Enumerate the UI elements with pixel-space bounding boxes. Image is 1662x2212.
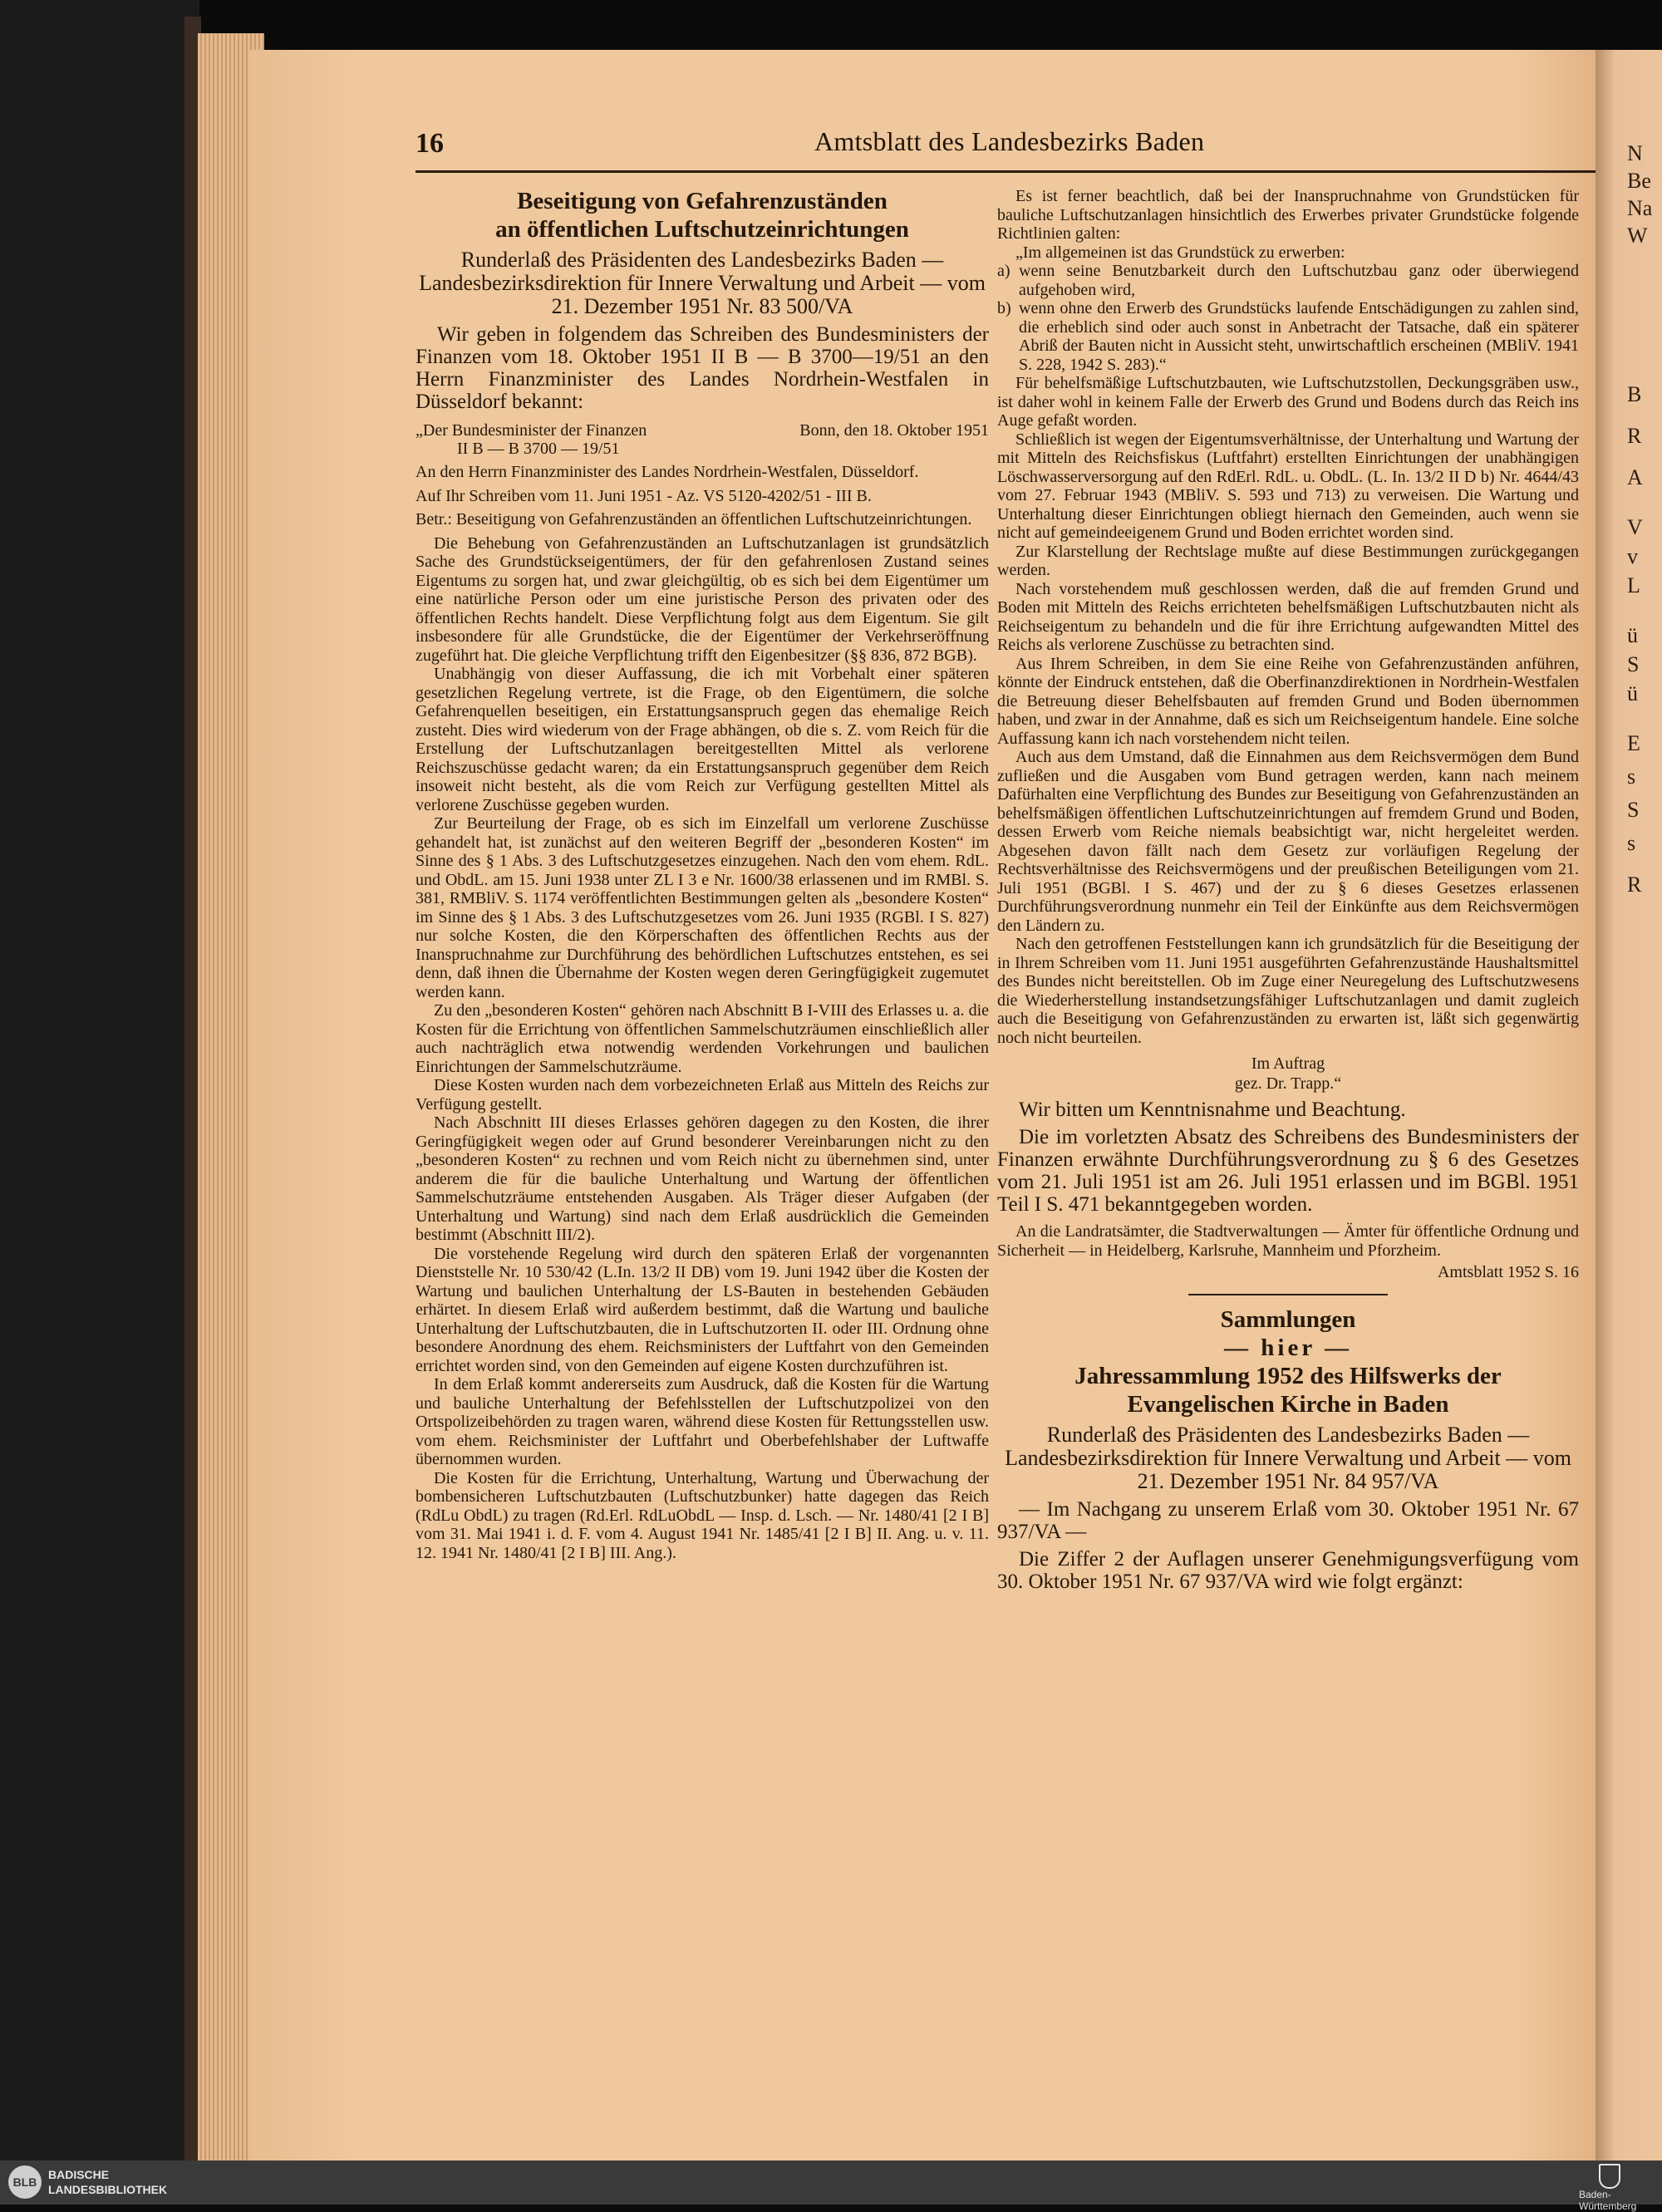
decree-line: Runderlaß des Präsidenten des Landesbezirks Baden — Landesbezirksdirektion für Innere Verwaltung und Arbeit — vom 21. Dezember 1951 Nr. 83 500/VA <box>419 248 986 318</box>
right-column <box>997 187 1579 1598</box>
adjacent-page-fragment: A <box>1627 465 1643 489</box>
book-spine <box>0 0 199 2160</box>
paragraph: Nach den getroffenen Feststellungen kann ich grundsätzlich für die Beseitigung der in Ihrem Schreiben vom 11. Juni 1951 ausgeführten Gefahrenzustände Haushaltsmittel des Bundes nicht bereitstellen. Ob im Zuge einer Neuregelung des Luftschutzwesens die Wiederherstellung instandsetzungsfähiger Luftschutzanlagen und damit zugleich auch die Beseitigung von Gefahrenzuständen zu erwarten ist, läßt sich gegenwärtig noch nicht beurteilen. <box>997 935 1579 1047</box>
paragraph: Die Behebung von Gefahrenzuständen an Luftschutzanlagen ist grundsätzlich Sache des Grundstückseigentümers, der für den gefahrenlosen Zustand seines Eigentums zu sorgen hat, und zwar gleichgültig, ob es sich bei dem Eigentümer um eine natürliche Person oder um eine juristische Person des privaten oder des öffentlichen Rechts handelt. Diese Verpflichtung folgt aus dem Eigentum. Sie gilt insbesondere für alle Grundstücke, die der Eigentümer der Verkehrseröffnung zugeführt hat. Die gleiche Verpflichtung trifft den Eigenbesitzer (§§ 836, 872 BGB). <box>416 533 989 665</box>
left-column <box>416 187 989 1562</box>
letter-date: Bonn, den 18. Oktober 1951 <box>799 421 989 440</box>
section-divider <box>1188 1294 1388 1295</box>
paragraph: Zur Klarstellung der Rechtslage mußte auf diese Bestimmungen zurückgegangen werden. <box>997 542 1579 579</box>
adjacent-page-fragment: E <box>1627 731 1640 755</box>
list-item <box>997 299 1579 374</box>
library-name-line: BADISCHE <box>48 2168 110 2181</box>
criteria-list <box>997 262 1579 374</box>
list-marker: b) <box>997 299 1011 317</box>
adjacent-page-fragment: R <box>1627 424 1642 448</box>
reference-note: Amtsblatt 1952 S. 16 <box>1437 1263 1579 1281</box>
paragraph: Zu den „besonderen Kosten“ gehören nach Abschnitt B I-VIII des Erlasses u. a. die Kosten für die Errichtung von öffentlichen Sammelschutzräumen einschließlich aller auch nachträglich etwa notwendig werdenden Vorkehrungen und baulichen Einrichtungen der Sammelschutzräume. <box>416 1001 989 1076</box>
adjacent-page-fragment: S <box>1627 652 1640 676</box>
page-header <box>416 125 1612 175</box>
paragraph: Schließlich ist wegen der Eigentumsverhältnisse, der Unterhaltung und Wartung der mit Mitteln des Reichsfiskus (Luftfahrt) erstellten Einrichtungen der unabhängigen Löschwasserversorgung auf den RdErl. RdL. u. ObdL. (L. In. 13/2 II D b) Nr. 4644/43 vom 27. Februar 1943 (MBliV. S. 593 und 713) zu verweisen. Die Wartung und Unterhaltung dieser Einrichtungen obliegt hiernach den Gemeinden, auch wenn sie nicht auf gemeindeeigenem Grund und Boden errichtet worden sind. <box>997 430 1579 542</box>
signature-line: Im Auftrag <box>1251 1054 1325 1073</box>
paragraph: Aus Ihrem Schreiben, in dem Sie eine Reihe von Gefahrenzuständen anführen, könnte der Eindruck entstehen, daß die Oberfinanzdirektionen in Nordrhein-Westfalen die Betreuung dieser Behelfsbauten auf fremden Grund und Boden übernommen haben, und zwar in der Annahme, daß es sich um Reichseigentum handele. Eine solche Auffassung kann ich nach vorstehendem nicht teilen. <box>997 654 1579 748</box>
paragraph: Es ist ferner beachtlich, daß bei der Inanspruchnahme von Grundstücken für bauliche Luftschutzanlagen hinsichtlich des Erwerbes privater Grundstücke folgende Richtlinien galten: <box>997 187 1579 243</box>
decree-line: Runderlaß des Präsidenten des Landesbezirks Baden — Landesbezirksdirektion für Innere Verwaltung und Arbeit — vom 21. Dezember 1951 Nr. 84 957/VA <box>1005 1423 1571 1493</box>
adjacent-page-fragment: Be <box>1627 169 1651 193</box>
blb-logo[interactable]: BLB <box>8 2165 42 2199</box>
paragraph: Zur Beurteilung der Frage, ob es sich im Einzelfall um verlorene Zuschüsse gehandelt hat, ist zunächst auf den weiteren Begriff der „besonderen Kosten“ im Sinne des § 1 Abs. 3 des Luftschutzgesetzes einzugehen. Nach den vom ehem. RdL. und ObdL. am 15. Juni 1938 unter ZL I 3 e Nr. 1600/38 erlassenen und im RMBl. S. 381, RMBliV. S. 1174 veröffentlichten Bestimmungen gelten als „besondere Kosten“ im Sinne des § 1 Abs. 3 des Luftschutzgesetzes vom 26. Juni 1935 (RGBl. I S. 827) nur solche Kosten, die den Körperschaften des öffentlichen Rechts aus der Inanspruchnahme zur Durchführung des behördlichen Luftschutzes entstehen, es sei denn, daß ihnen die Übernahme der Kosten wegen deren Geringfügigkeit zugemutet werden kann. <box>416 814 989 1001</box>
library-name[interactable] <box>48 2167 167 2197</box>
article-title-line: an öffentlichen Luftschutzeinrichtungen <box>495 216 909 243</box>
paragraph: Unabhängig von dieser Auffassung, die ich mit Vorbehalt einer späteren gesetzlichen Regelung vertrete, ist die Frage, ob den Eigentümern, die solche Gefahrenquellen beseitigen, ein Erstattungsanspruch gegen das ehemalige Reich zusteht. Dies wird wiederum von der Frage abhängen, ob die s. Z. vom Reich für die Erstellung der Luftschutzanlagen bereitgestellten Mittel als verlorene Reichszuschüsse gedacht waren; da ein Erstattungsanspruch gegenüber dem Reich insoweit nicht besteht, als die vom Reich zur Verfügung gestellten Mittel als verlorene Zuschüsse gegeben wurden. <box>416 665 989 814</box>
list-marker: a) <box>997 262 1010 280</box>
paragraph: Auch aus dem Umstand, daß die Einnahmen aus dem Reichsvermögen dem Bund zufließen und die Ausgaben vom Bund getragen werden, kann nach meinem Dafürhalten eine Verpflichtung des Bundes zur Beseitigung von Gefahrenzuständen an behelfsmäßigen öffentlichen Luftschutzeinrichtungen auf fremdem Grund und Boden, dessen Erwerb vom Reiche niemals beabsichtigt war, nicht hergeleitet werden. Abgesehen davon fällt nach dem Gesetz zur vorläufigen Regelung der Rechtsverhältnisse des Reichsvermögens und der preußischen Beteiligungen vom 21. Juli 1951 (BGBl. I S. 467) und der zu § 6 dieses Gesetzes erlassenen Durchführungsverordnung nunmehr ein Teil der Einkünfte aus dem Reichsvermögen den Ländern zu. <box>997 748 1579 935</box>
letter-recipient: An den Herrn Finanzminister des Landes Nordrhein-Westfalen, Düsseldorf. <box>416 463 919 481</box>
library-name-line: LANDESBIBLIOTHEK <box>48 2183 168 2196</box>
quote-intro: „Im allgemeinen ist das Grundstück zu erwerben: <box>1015 243 1345 262</box>
signature-name: gez. Dr. Trapp.“ <box>1234 1074 1342 1093</box>
closing-paragraph: Die im vorletzten Absatz des Schreibens des Bundesministers der Finanzen erwähnte Durchführungsverordnung zu § 6 des Gesetzes vom 21. Juli 1951 ist am 26. Juli 1951 erlassen und im BGBl. 1951 Teil I S. 471 bekanntgegeben worden. <box>997 1126 1579 1216</box>
adjacent-page <box>1596 50 1662 2160</box>
letter-reply-ref: Auf Ihr Schreiben vom 11. Juni 1951 - Az. VS 5120-4202/51 - III B. <box>416 486 872 505</box>
adjacent-page-fragment: s <box>1627 831 1636 855</box>
section-title <box>997 1305 1579 1418</box>
paragraph: Die Ziffer 2 der Auflagen unserer Genehmigungsverfügung vom 30. Oktober 1951 Nr. 67 937/VA wird wie folgt ergänzt: <box>997 1548 1579 1593</box>
adjacent-page-fragment: v <box>1627 544 1638 568</box>
adjacent-page-fragment: S <box>1627 798 1640 822</box>
adjacent-page-fragment: ü <box>1627 623 1638 647</box>
header-rule <box>416 170 1596 173</box>
paragraph: — Im Nachgang zu unserem Erlaß vom 30. Oktober 1951 Nr. 67 937/VA — <box>997 1498 1579 1543</box>
adjacent-page-fragment: R <box>1627 873 1642 897</box>
adjacent-page-fragment: Na <box>1627 196 1653 220</box>
paragraph: Die vorstehende Regelung wird durch den späteren Erlaß der vorgenannten Dienststelle Nr. 10 530/42 (L.In. 13/2 II DB) vom 19. Juni 1942 über die Kosten der Wartung und baulichen Unterhaltung der LS-Bauten in bestehenden Gebäuden erhärtet. In diesem Erlaß wird außerdem bestimmt, daß die Wartung und bauliche Unterhaltung der Luftschutzbauten, die in Luftschutzorten II. oder III. Ordnung ohne besondere Anordnung des ehem. Reichsministers der Luftfahrt von den Gemeinden errichtet worden sind, von den Gemeinden auf eigene Kosten durchzuführen ist. <box>416 1244 989 1375</box>
page-number: 16 <box>416 128 444 159</box>
adjacent-page-fragment: s <box>1627 764 1636 789</box>
list-text: wenn ohne den Erwerb des Grundstücks laufende Entschädigungen zu zahlen sind, die erheblich sind oder auch sonst in Anbetracht der Tatsache, daß ein späterer Abriß der Bauten nicht in Aussicht steht, unwirtschaftlich erscheinen (MBliV. 1941 S. 228, 1942 S. 283).“ <box>1019 299 1579 374</box>
adjacent-page-fragment: W <box>1627 224 1648 248</box>
adjacent-page-fragment: L <box>1627 573 1640 597</box>
running-title: Amtsblatt des Landesbezirks Baden <box>814 126 1205 156</box>
closing-paragraph: Wir bitten um Kenntnisnahme und Beachtung. <box>1019 1099 1406 1121</box>
paragraph: Nach vorstehendem muß geschlossen werden, daß die auf fremden Grund und Boden mit Mitteln des Reichs errichteten behelfsmäßigen Luftschutzbauten nicht als Reichseigentum zu behandeln und die für ihre Errichtung aufgewandten Mittel des Reichs als verlorene Zuschüsse zu betrachten sind. <box>997 579 1579 654</box>
list-item <box>997 262 1579 299</box>
letter-body-continued <box>997 374 1579 1047</box>
article-title <box>416 187 989 243</box>
footer-bar <box>0 2160 1662 2212</box>
paragraph: Nach Abschnitt III dieses Erlasses gehören dagegen zu den Kosten, die ihrer Geringfügigkeit wegen oder auf Grund besonderer Vereinbarungen nicht zu den „besonderen Kosten“ zu rechnen und vom Reich nicht zu übernehmen sind, unter anderem die für die bauliche Unterhaltung und Wartung der öffentlichen Sammelschutzräume entstehenden Ausgaben. Als Träger dieser Aufgaben (der Unterhaltung und Wartung) sind nach dem Erlaß ausdrücklich die Gemeinden bestimmt (Abschnitt III/2). <box>416 1113 989 1244</box>
paragraph: Diese Kosten wurden nach dem vorbezeichneten Erlaß aus Mitteln des Reichs zur Verfügung gestellt. <box>416 1076 989 1113</box>
paragraph: Für behelfsmäßige Luftschutzbauten, wie Luftschutzstollen, Deckungsgräben usw., ist daher wohl in keinem Falle der Erwerb des Grund und Bodens durch das Reich ins Auge gefaßt worden. <box>997 374 1579 430</box>
adjacent-page-fragment: ü <box>1627 681 1638 705</box>
letter-head <box>416 421 989 458</box>
section-title-line: Jahressammlung 1952 des Hilfswerks der <box>1074 1363 1502 1389</box>
letter-body <box>416 534 989 1563</box>
list-text: wenn seine Benutzbarkeit durch den Luftschutzbau ganz oder überwiegend aufgehoben wird, <box>1019 262 1579 299</box>
article-title-line: Beseitigung von Gefahrenzuständen <box>517 188 888 214</box>
letter-ref: II B — B 3700 — 19/51 <box>457 440 620 458</box>
adjacent-page-fragment: V <box>1627 515 1643 539</box>
letter-sender: „Der Bundesminister der Finanzen <box>416 421 647 440</box>
paragraph: Die Kosten für die Errichtung, Unterhaltung, Wartung und Überwachung der bombensicheren Luftschutzbauten (Luftschutzbunker) hatte dagegen das Reich (RdLu ObdL) zu tragen (Rd.Erl. RdLuObdL — Insp. d. Lsch. — Nr. 1480/41 [2 I B] vom 31. Mai 1941 i. d. F. vom 4. August 1941 Nr. 1485/41 [2 I B] II. Ang. u. v. 11. 12. 1941 Nr. 1480/41 [2 I B] III. Ang.). <box>416 1468 989 1562</box>
state-name: Baden-Württemberg <box>1579 2189 1637 2212</box>
section-title-line: — hier — <box>1224 1335 1352 1361</box>
adjacent-page-fragment: N <box>1627 141 1643 165</box>
state-crest-icon <box>1599 2164 1620 2189</box>
letter-sender-block <box>416 421 647 458</box>
intro-paragraph: Wir geben in folgendem das Schreiben des Bundesministers der Finanzen vom 18. Oktober 1951 II B — B 3700—19/51 an den Herrn Finanzminister des Landes Nordrhein-Westfalen in Düsseldorf bekannt: <box>416 323 989 413</box>
section-title-line: Evangelischen Kirche in Baden <box>1127 1391 1449 1418</box>
paragraph: In dem Erlaß kommt andererseits zum Ausdruck, daß die Kosten für die Wartung und bauliche Unterhaltung der Befehlsstellen der Luftschutzpolizei von den Ortspolizeibehörden zu tragen waren, während diese Kosten für Rettungsstellen usw. vom ehem. Reichsminister der Luftfahrt und Oberbefehlshaber der Luftwaffe übernommen wurden. <box>416 1375 989 1468</box>
adjacent-page-fragment: B <box>1627 382 1642 406</box>
section-title-line: Sammlungen <box>1220 1306 1356 1333</box>
distribution-note: An die Landratsämter, die Stadtverwaltungen — Ämter für öffentliche Ordnung und Sicherheit — in Heidelberg, Karlsruhe, Mannheim und Pforzheim. <box>997 1222 1579 1260</box>
letter-subject: Betr.: Beseitigung von Gefahrenzuständen an öffentlichen Luftschutzeinrichtungen. <box>416 510 972 528</box>
